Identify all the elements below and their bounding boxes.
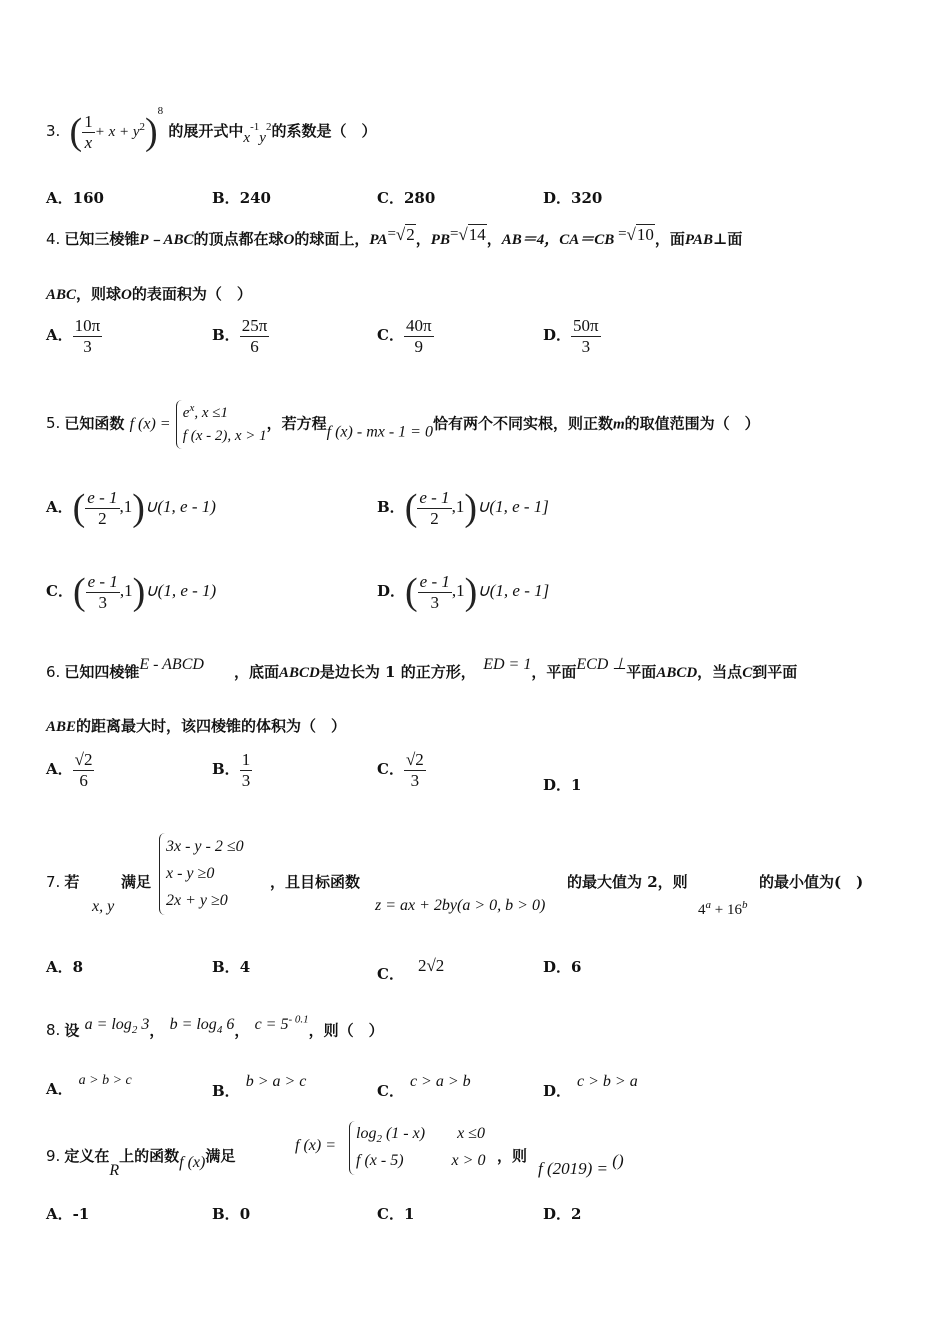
option-b[interactable]: B．4 bbox=[212, 958, 251, 976]
option-c[interactable]: C． $\frac{40\pi}{9}$ bbox=[377, 316, 432, 356]
option-d[interactable]: D．c > b > a bbox=[543, 1073, 638, 1100]
question-9: 9. 定义在R上的函数f (x)满足 bbox=[46, 1147, 236, 1179]
option-a[interactable]: A．-1 bbox=[46, 1205, 90, 1223]
option-a[interactable]: A． $\frac{10\pi}{3}$ bbox=[46, 316, 101, 356]
option-b[interactable]: B．( $\frac{e - 1}{2}$ ,1)∪(1, e - 1] bbox=[377, 487, 549, 530]
variables-xy: x, y bbox=[92, 898, 115, 915]
option-a[interactable]: A．( $\frac{e - 1}{2}$ ,1)∪(1, e - 1) bbox=[46, 487, 216, 530]
objective-function: z = ax + 2by(a > 0, b > 0) bbox=[375, 897, 546, 914]
question-3: 3. ( $\frac{1}{x}$ + $x + y^2)^8$ 的展开式中$x^{-1}y^2$的系数是（ ） bbox=[46, 105, 377, 153]
question-8: 8. 设 $a = \log_2 3$， $b = \log_4 6$， $c = 5^{- 0.1}$，则（ ） bbox=[46, 1014, 384, 1040]
option-c[interactable]: C．280 bbox=[377, 189, 436, 207]
question-6: 6. 已知四棱锥E - ABCD ，底面ABCD是边长为 1 的正方形， ED = 1，平面ECD ⊥平面ABCD，当点C到平面 bbox=[46, 656, 798, 681]
exam-page: 3. ( $\frac{1}{x}$ + $x + y^2)^8$ 的展开式中$x^{-1}y^2$的系数是（ ） A．160 B．240 C．280 D．320 4. 已知三棱锥P﹣ABC的顶点都在球O的球面上，PA=√2，PB=√14，AB＝4，CA＝CB =√10，面PAB⊥面 ABC，则球O的表面积为（ ） A． $\frac{10\pi}{3}$ B． $\frac{25\pi}{6}$ C． $\frac{40\pi}{9}$ D． $\frac{50\pi}{3}$ 5. 已知函数 f $(x) = e^x$, x ≤1 f (x - 2), x > 1，若方程f (x) - mx - 1 = 0恰有两个不同实根，则正数m的取值范围为（ ） A．( $\frac{e - 1}{2}$ ,1)∪(1, e - 1) B．( $\frac{e - 1}{2}$ ,1)∪(1, e - 1] C．( $\frac{e - 1}{3}$ ,1)∪(1, e - 1) D．( $\frac{e - 1}{3}$ ,1)∪(1, e - 1] 6. 已知四棱锥E - ABCD ，底面ABCD是边长为 1 的正方形， ED = 1，平面ECD ⊥平面ABCD，当点C到平面 ABE的距离最大时，该四棱锥的体积为（ ） A． $\frac{√2}{6}$ B． $\frac{1}{3}$ C． $\frac{√2}{3}$ D．1 7. 若 x, y 满足 3x - y - 2 ≤0 x - y ≥0 2x + y ≥0 ，且目标函数 z = ax + 2by(a > 0, b > 0) 的最大值为 2，则 $4^a + 16^b$ 的最小值为( ) A．8 B．4 C． 2√2 D．6 8. 设 $a = \log_2 3$， $b = \log_4 6$， $c = 5^{- 0.1}$，则（ ） A． a > b > c B．b > a > c C．c > a > b D．c > b > a 9. 定义在R上的函数f (x)满足 f (x) = $\log_2 (1 - x)$ x ≤0 f (x - 5) x > 0 ，则 f (2019) = () A．-1 B．0 C．1 D．2 bbox=[46, 105, 864, 1223]
question-7: 7. 若 bbox=[46, 873, 80, 891]
option-c[interactable]: C．1 bbox=[377, 1205, 415, 1223]
option-a[interactable]: A．8 bbox=[46, 958, 84, 976]
fraction: $\frac{1}{x}$ bbox=[84, 111, 93, 152]
option-c[interactable]: C． $\frac{√2}{3}$ bbox=[377, 750, 424, 790]
option-b[interactable]: B．240 bbox=[212, 189, 271, 207]
constraint-system: 3x - y - 2 ≤0 x - y ≥0 2x + y ≥0 bbox=[159, 833, 244, 915]
option-a[interactable]: A． a > b > c bbox=[46, 1073, 132, 1098]
option-d[interactable]: D． $\frac{50\pi}{3}$ bbox=[543, 316, 599, 356]
option-b[interactable]: B． $\frac{1}{3}$ bbox=[212, 750, 251, 790]
piecewise-definition: $\log_2 (1 - x)$ x ≤0 f (x - 5) x > 0 bbox=[349, 1121, 485, 1175]
option-d[interactable]: D．320 bbox=[543, 189, 603, 207]
option-d[interactable]: D．( $\frac{e - 1}{3}$ ,1)∪(1, e - 1] bbox=[377, 571, 550, 614]
question-4-line2: ABC，则球O的表面积为（ ） bbox=[46, 285, 252, 303]
option-c[interactable]: C．( $\frac{e - 1}{3}$ ,1)∪(1, e - 1) bbox=[46, 571, 217, 614]
option-c[interactable]: C． 2√2 bbox=[377, 956, 445, 983]
option-d[interactable]: D．6 bbox=[543, 958, 582, 976]
option-d[interactable]: D．2 bbox=[543, 1205, 582, 1223]
question-6-line2: ABE的距离最大时，该四棱锥的体积为（ ） bbox=[46, 717, 347, 735]
question-5: 5. 已知函数 f $(x) = e^x$, x ≤1 f (x - 2), x > 1，若方程f (x) - mx - 1 = 0恰有两个不同实根，则正数m的取值范围为（ ） bbox=[46, 400, 760, 449]
option-b[interactable]: B．0 bbox=[212, 1205, 251, 1223]
expression: $4^a + 16^b$ bbox=[698, 899, 748, 918]
option-b[interactable]: B．b > a > c bbox=[212, 1073, 307, 1100]
function-definition: f (x) = bbox=[295, 1137, 336, 1154]
option-a[interactable]: A． $\frac{√2}{6}$ bbox=[46, 750, 93, 790]
f-2019: f (2019) = () bbox=[538, 1151, 624, 1178]
option-c[interactable]: C．c > a > b bbox=[377, 1073, 471, 1100]
question-4: 4. 已知三棱锥P﹣ABC的顶点都在球O的球面上，PA=√2，PB=√14，AB＝4，CA＝CB =√10，面PAB⊥面 bbox=[46, 225, 743, 248]
question-number: 3. bbox=[46, 122, 61, 140]
option-d[interactable]: D．1 bbox=[543, 776, 582, 794]
option-a[interactable]: A．160 bbox=[46, 189, 104, 207]
piecewise-definition: $e^x$, x ≤1 f (x - 2), x > 1 bbox=[176, 400, 267, 449]
option-b[interactable]: B． $\frac{25\pi}{6}$ bbox=[212, 316, 268, 356]
